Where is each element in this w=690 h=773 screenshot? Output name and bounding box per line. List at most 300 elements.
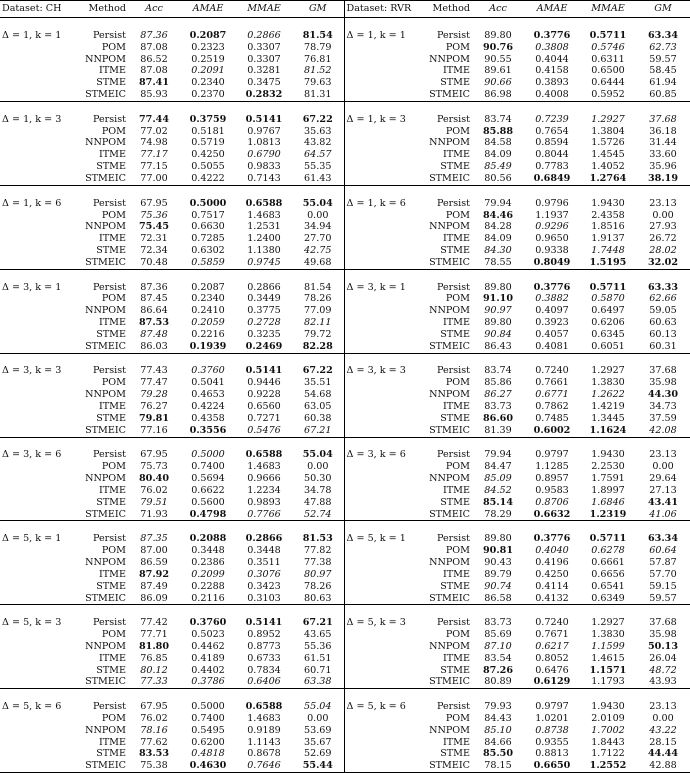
rvr-acc-cell: 83.73	[484, 401, 512, 412]
table-row	[0, 329, 690, 341]
rvr-mmae-cell: 1.1571	[589, 664, 627, 676]
rvr-amae-cell: 0.7240	[535, 617, 569, 629]
setting-cell-rvr	[344, 210, 424, 222]
setting-cell-rvr	[344, 245, 424, 257]
setting-cell-ch	[0, 425, 80, 437]
rvr-amae-cell: 0.6002	[533, 424, 571, 436]
ch-mmae-cell: 0.6588	[245, 449, 283, 461]
setting-cell-rvr	[344, 509, 424, 521]
ch-mmae-cell: 0.3307	[247, 41, 281, 53]
ch-mmae-cell: 0.3281	[247, 65, 281, 77]
rvr-gm-cell: 43.41	[647, 496, 679, 508]
ch-gm-cell: 79.63	[292, 77, 344, 89]
rvr-gm-cell: 37.68	[649, 365, 677, 377]
spacer-cell	[424, 18, 472, 30]
spacer-cell	[344, 269, 424, 281]
method-cell-ch: POM	[101, 545, 126, 557]
method-cell-rvr: NNPOM	[429, 724, 470, 736]
spacer-cell	[236, 437, 292, 449]
spacer-cell	[580, 689, 636, 701]
setting-cell-ch	[0, 413, 80, 425]
setting-cell-ch	[0, 545, 80, 557]
spacer-cell	[580, 18, 636, 30]
ch-mmae-cell: 1.0813	[247, 137, 281, 149]
ch-acc-cell: 77.15	[140, 161, 168, 173]
rvr-mmae-cell: 1.7591	[591, 473, 625, 485]
ch-mmae-cell: 0.5141	[245, 617, 283, 629]
rvr-gm-cell: 63.33	[647, 281, 679, 293]
method-cell-rvr: Persist	[436, 617, 470, 629]
ch-amae-cell: 0.5000	[191, 701, 225, 713]
header-amae-left: AMAE	[180, 1, 236, 18]
spacer-cell	[180, 689, 236, 701]
group-spacer	[0, 521, 690, 533]
ch-acc-cell: 87.08	[140, 41, 168, 53]
setting-cell-rvr	[344, 233, 424, 245]
rvr-acc-cell: 84.47	[484, 461, 512, 473]
table-row	[0, 198, 690, 210]
ch-acc-cell: 87.36	[140, 29, 168, 41]
setting-cell-rvr	[344, 545, 424, 557]
rvr-amae-cell: 0.4057	[535, 328, 569, 340]
rvr-gm-cell: 27.13	[649, 484, 677, 496]
ch-amae-cell: 0.7400	[191, 712, 225, 724]
ch-gm-cell: 67.22	[292, 365, 344, 377]
setting-cell-ch	[0, 401, 80, 413]
spacer-cell	[236, 353, 292, 365]
ch-gm-cell: 47.88	[292, 497, 344, 509]
ch-mmae-cell: 0.3511	[247, 556, 281, 568]
rvr-gm-cell: 28.15	[649, 736, 677, 748]
setting-cell-ch: Δ = 5, k = 6	[2, 701, 62, 713]
rvr-mmae-cell: 1.1599	[591, 640, 625, 652]
ch-acc-cell: 67.95	[140, 449, 168, 461]
method-cell-ch: ITME	[98, 401, 126, 412]
rvr-acc-cell: 89.80	[484, 317, 512, 329]
ch-amae-cell: 0.7517	[191, 209, 225, 221]
setting-cell-ch	[0, 665, 80, 677]
ch-amae-cell: 0.2288	[191, 580, 225, 592]
rvr-mmae-cell: 1.3830	[591, 377, 625, 389]
rvr-mmae-cell: 1.4545	[591, 149, 625, 161]
method-cell-ch: ITME	[98, 65, 126, 77]
setting-cell-rvr	[344, 389, 424, 401]
spacer-cell	[292, 18, 344, 30]
ch-amae-cell: 0.4798	[189, 508, 227, 520]
setting-cell-rvr	[344, 641, 424, 653]
table-row	[0, 701, 690, 713]
spacer-cell	[636, 353, 690, 365]
ch-gm-cell: 35.63	[292, 126, 344, 138]
ch-mmae-cell: 0.3475	[247, 77, 281, 89]
spacer-cell	[580, 269, 636, 281]
ch-acc-cell: 78.16	[140, 724, 168, 736]
setting-cell-ch	[0, 461, 80, 473]
ch-acc-cell: 67.95	[140, 701, 168, 713]
table-row	[0, 545, 690, 557]
table-row	[0, 413, 690, 425]
method-cell-ch: STME	[96, 161, 126, 173]
table-row	[0, 257, 690, 269]
ch-acc-cell: 86.03	[140, 340, 168, 352]
rvr-mmae-cell: 1.9430	[591, 701, 625, 713]
header-row	[0, 1, 690, 18]
setting-cell-ch	[0, 760, 80, 772]
method-cell-rvr: NNPOM	[429, 305, 470, 317]
table-row	[0, 497, 690, 509]
rvr-acc-cell: 86.58	[484, 592, 512, 604]
method-cell-ch: Persist	[92, 449, 126, 461]
ch-mmae-cell: 0.5141	[245, 365, 283, 377]
ch-mmae-cell: 0.8678	[247, 748, 281, 760]
spacer-cell	[292, 269, 344, 281]
spacer-cell	[636, 269, 690, 281]
setting-cell-ch	[0, 748, 80, 760]
rvr-mmae-cell: 1.7448	[591, 245, 625, 257]
table-row	[0, 449, 690, 461]
rvr-acc-cell: 79.94	[484, 449, 512, 461]
spacer-cell	[236, 689, 292, 701]
rvr-acc-cell: 84.52	[484, 484, 512, 496]
rvr-amae-cell: 0.8049	[533, 256, 571, 268]
spacer-cell	[180, 521, 236, 533]
setting-cell-ch	[0, 210, 80, 222]
ch-gm-cell: 78.26	[292, 581, 344, 593]
ch-mmae-cell: 1.2531	[247, 221, 281, 233]
table-row	[0, 401, 690, 413]
method-cell-rvr: POM	[445, 41, 470, 53]
ch-gm-cell: 53.69	[292, 725, 344, 737]
rvr-gm-cell: 63.34	[647, 533, 679, 545]
rvr-amae-cell: 0.9355	[535, 736, 569, 748]
ch-mmae-cell: 0.9666	[247, 473, 281, 485]
rvr-mmae-cell: 1.2552	[580, 760, 636, 772]
group-2	[0, 101, 690, 185]
spacer-cell	[236, 18, 292, 30]
rvr-amae-cell: 0.7783	[535, 161, 569, 173]
spacer-cell	[128, 689, 180, 701]
ch-amae-cell: 0.6630	[191, 221, 225, 233]
ch-gm-cell: 77.38	[292, 557, 344, 569]
table-row	[0, 557, 690, 569]
ch-gm-cell: 82.28	[292, 341, 344, 353]
rvr-gm-cell: 37.59	[649, 412, 677, 424]
setting-cell-ch: Δ = 5, k = 3	[2, 617, 62, 629]
rvr-mmae-cell: 1.3830	[591, 629, 625, 641]
ch-amae-cell: 0.5859	[191, 256, 225, 268]
rvr-mmae-cell: 1.5195	[589, 256, 627, 268]
ch-acc-cell: 76.02	[140, 484, 168, 496]
rvr-amae-cell: 0.4008	[535, 89, 569, 101]
setting-cell-ch	[0, 509, 80, 521]
rvr-amae-cell: 0.4044	[535, 53, 569, 65]
header-method-left: Method	[80, 1, 128, 18]
method-cell-ch: STMEIC	[85, 89, 126, 101]
rvr-gm-cell: 43.22	[649, 724, 677, 736]
ch-gm-cell: 81.54	[292, 30, 344, 42]
table-row	[0, 137, 690, 149]
setting-cell-rvr	[344, 461, 424, 473]
rvr-amae-cell: 0.7671	[535, 629, 569, 641]
rvr-mmae-cell: 0.5711	[589, 29, 627, 41]
ch-acc-cell: 75.73	[140, 461, 168, 473]
ch-mmae-cell: 0.3235	[247, 328, 281, 340]
rvr-acc-cell: 90.81	[482, 545, 514, 557]
method-cell-ch: NNPOM	[85, 53, 126, 65]
rvr-amae-cell: 1.1937	[535, 209, 569, 221]
rvr-mmae-cell: 1.9137	[591, 233, 625, 245]
spacer-cell	[128, 269, 180, 281]
table-row	[0, 485, 690, 497]
method-cell-rvr: STME	[440, 748, 470, 760]
table-row	[0, 77, 690, 89]
method-cell-rvr: STMEIC	[429, 676, 470, 688]
spacer-cell	[292, 353, 344, 365]
ch-gm-cell: 52.74	[292, 509, 344, 521]
method-cell-ch: STMEIC	[85, 508, 126, 520]
rvr-amae-cell: 0.9797	[535, 701, 569, 713]
ch-gm-cell: 55.44	[292, 760, 344, 772]
ch-amae-cell: 0.1939	[189, 340, 227, 352]
ch-mmae-cell: 0.6790	[247, 149, 281, 161]
setting-cell-ch: Δ = 3, k = 6	[2, 449, 62, 461]
method-cell-ch: Persist	[92, 281, 126, 293]
ch-gm-cell: 63.38	[292, 676, 344, 688]
ch-acc-cell: 79.81	[138, 412, 170, 424]
ch-mmae-cell: 0.3307	[247, 53, 281, 65]
ch-mmae-cell: 0.6588	[245, 701, 283, 713]
setting-cell-ch	[0, 329, 80, 341]
method-cell-rvr: Persist	[436, 449, 470, 461]
spacer-cell	[128, 353, 180, 365]
setting-cell-rvr	[344, 257, 424, 269]
ch-gm-cell: 0.00	[292, 210, 344, 222]
table-row	[0, 725, 690, 737]
spacer-cell	[180, 437, 236, 449]
setting-cell-ch	[0, 377, 80, 389]
table-row	[0, 54, 690, 66]
ch-amae-cell: 0.6302	[191, 245, 225, 257]
ch-amae-cell: 0.2370	[191, 89, 225, 101]
setting-cell-ch	[0, 149, 80, 161]
rvr-acc-cell: 81.39	[484, 424, 512, 436]
ch-amae-cell: 0.5000	[189, 197, 227, 209]
rvr-gm-cell: 36.18	[649, 125, 677, 137]
method-cell-rvr: STMEIC	[429, 172, 470, 184]
setting-cell-rvr	[344, 497, 424, 509]
spacer-cell	[472, 437, 524, 449]
method-cell-rvr: STMEIC	[429, 340, 470, 352]
spacer-cell	[424, 101, 472, 113]
method-cell-rvr: NNPOM	[429, 473, 470, 485]
setting-cell-rvr	[344, 473, 424, 485]
spacer-cell	[236, 269, 292, 281]
ch-acc-cell: 76.27	[140, 401, 168, 412]
rvr-gm-cell: 32.02	[647, 256, 679, 268]
group-spacer	[0, 18, 690, 30]
setting-cell-rvr	[344, 77, 424, 89]
group-spacer	[0, 269, 690, 281]
ch-mmae-cell: 0.6406	[247, 676, 281, 688]
rvr-mmae-cell: 1.7002	[591, 724, 625, 736]
spacer-cell	[524, 185, 580, 197]
ch-acc-cell: 67.95	[140, 197, 168, 209]
setting-cell-ch: Δ = 1, k = 1	[2, 29, 62, 41]
setting-cell-ch	[0, 713, 80, 725]
ch-amae-cell: 0.4222	[191, 172, 225, 184]
rvr-gm-cell: 59.15	[649, 580, 677, 592]
table-row	[0, 377, 690, 389]
setting-cell-rvr: Δ = 5, k = 1	[346, 533, 406, 545]
ch-amae-cell: 0.3556	[189, 424, 227, 436]
rvr-amae-cell: 0.8044	[535, 149, 569, 161]
rvr-gm-cell: 41.06	[649, 508, 677, 520]
ch-acc-cell: 75.36	[140, 209, 168, 221]
spacer-cell	[524, 437, 580, 449]
spacer-cell	[524, 521, 580, 533]
method-cell-ch: POM	[101, 629, 126, 641]
setting-cell-rvr	[344, 401, 424, 413]
rvr-gm-cell: 26.72	[649, 233, 677, 245]
group-spacer	[0, 689, 690, 701]
method-cell-ch: ITME	[98, 149, 126, 161]
rvr-amae-cell: 0.4196	[535, 556, 569, 568]
setting-cell-ch: Δ = 3, k = 3	[2, 365, 62, 377]
setting-cell-rvr	[344, 748, 424, 760]
rvr-acc-cell: 86.98	[484, 89, 512, 101]
setting-cell-ch	[0, 569, 80, 581]
rvr-acc-cell: 89.61	[484, 65, 512, 77]
spacer-cell	[80, 18, 128, 30]
setting-cell-rvr	[344, 54, 424, 66]
ch-gm-cell: 0.00	[292, 713, 344, 725]
ch-acc-cell: 85.93	[140, 89, 168, 101]
setting-cell-rvr	[344, 629, 424, 641]
method-cell-ch: NNPOM	[85, 389, 126, 401]
group-8	[0, 605, 690, 689]
spacer-cell	[180, 269, 236, 281]
ch-acc-cell: 77.17	[140, 149, 168, 161]
spacer-cell	[128, 185, 180, 197]
rvr-gm-cell: 35.98	[649, 629, 677, 641]
rvr-acc-cell: 84.30	[484, 245, 512, 257]
ch-acc-cell: 87.08	[140, 65, 168, 77]
spacer-cell	[128, 437, 180, 449]
rvr-mmae-cell: 0.5711	[589, 533, 627, 545]
spacer-cell	[180, 101, 236, 113]
method-cell-rvr: STMEIC	[424, 760, 472, 772]
ch-amae-cell: 0.2386	[191, 556, 225, 568]
ch-mmae-cell: 0.7766	[247, 508, 281, 520]
spacer-cell	[636, 521, 690, 533]
ch-gm-cell: 78.26	[292, 293, 344, 305]
rvr-amae-cell: 0.9797	[535, 449, 569, 461]
setting-cell-ch	[0, 389, 80, 401]
rvr-mmae-cell: 1.2319	[589, 508, 627, 520]
rvr-acc-cell: 83.54	[484, 652, 512, 664]
method-cell-rvr: POM	[445, 712, 470, 724]
setting-cell-rvr	[344, 65, 424, 77]
setting-cell-rvr	[344, 42, 424, 54]
method-cell-rvr: NNPOM	[429, 137, 470, 149]
rvr-amae-cell: 0.9796	[535, 197, 569, 209]
rvr-gm-cell: 59.57	[649, 592, 677, 604]
ch-amae-cell: 0.2323	[191, 41, 225, 53]
rvr-acc-cell: 90.66	[484, 77, 512, 89]
table-row	[0, 173, 690, 185]
ch-acc-cell: 79.51	[140, 496, 168, 508]
ch-amae-cell: 0.6200	[191, 736, 225, 748]
spacer-cell	[80, 353, 128, 365]
spacer-cell	[636, 605, 690, 617]
method-cell-rvr: Persist	[436, 281, 470, 293]
ch-mmae-cell: 0.6588	[245, 197, 283, 209]
setting-cell-rvr: Δ = 3, k = 3	[346, 365, 406, 377]
ch-amae-cell: 0.2340	[191, 77, 225, 89]
ch-mmae-cell: 1.4683	[247, 209, 281, 221]
group-spacer	[0, 353, 690, 365]
method-cell-ch: POM	[101, 293, 126, 305]
ch-amae-cell: 0.2087	[189, 29, 227, 41]
setting-cell-ch: Δ = 1, k = 3	[2, 113, 62, 125]
spacer-cell	[128, 18, 180, 30]
method-cell-ch: ITME	[98, 736, 126, 748]
ch-acc-cell: 87.45	[140, 293, 168, 305]
rvr-gm-cell: 63.34	[647, 29, 679, 41]
method-cell-rvr: STMEIC	[429, 508, 470, 520]
setting-cell-ch	[0, 245, 80, 257]
spacer-cell	[292, 605, 344, 617]
setting-cell-ch	[0, 341, 80, 353]
setting-cell-rvr	[344, 593, 424, 605]
method-cell-ch: STME	[96, 412, 126, 424]
ch-amae-cell: 0.4462	[191, 640, 225, 652]
setting-cell-ch	[0, 161, 80, 173]
ch-acc-cell: 86.64	[140, 305, 168, 317]
ch-mmae-cell: 1.4683	[247, 712, 281, 724]
rvr-acc-cell: 80.56	[484, 172, 512, 184]
table-row	[0, 89, 690, 101]
method-cell-ch: STMEIC	[85, 424, 126, 436]
spacer-cell	[180, 605, 236, 617]
spacer-cell	[128, 101, 180, 113]
table-row	[0, 114, 690, 126]
ch-mmae-cell: 0.2866	[247, 281, 281, 293]
rvr-gm-cell: 58.45	[649, 65, 677, 77]
ch-amae-cell: 0.5600	[191, 496, 225, 508]
rvr-acc-cell: 85.88	[482, 125, 514, 137]
ch-gm-cell: 61.51	[292, 653, 344, 665]
ch-amae-cell: 0.4189	[191, 652, 225, 664]
table-row	[0, 617, 690, 629]
rvr-amae-cell: 1.0201	[535, 712, 569, 724]
rvr-mmae-cell: 1.1793	[591, 676, 625, 688]
rvr-mmae-cell: 0.5870	[591, 293, 625, 305]
spacer-cell	[0, 18, 80, 30]
method-cell-ch: STME	[96, 496, 126, 508]
rvr-amae-cell: 0.7240	[535, 365, 569, 377]
ch-amae-cell: 0.5000	[191, 449, 225, 461]
ch-amae-cell: 0.5181	[191, 125, 225, 137]
table-row	[0, 30, 690, 42]
rvr-gm-cell: 0.00	[652, 712, 674, 724]
method-cell-rvr: STMEIC	[429, 256, 470, 268]
setting-cell-ch	[0, 317, 80, 329]
method-cell-ch: ITME	[98, 484, 126, 496]
method-cell-rvr: POM	[445, 209, 470, 221]
ch-amae-cell: 0.4818	[191, 748, 225, 760]
table-row	[0, 282, 690, 294]
